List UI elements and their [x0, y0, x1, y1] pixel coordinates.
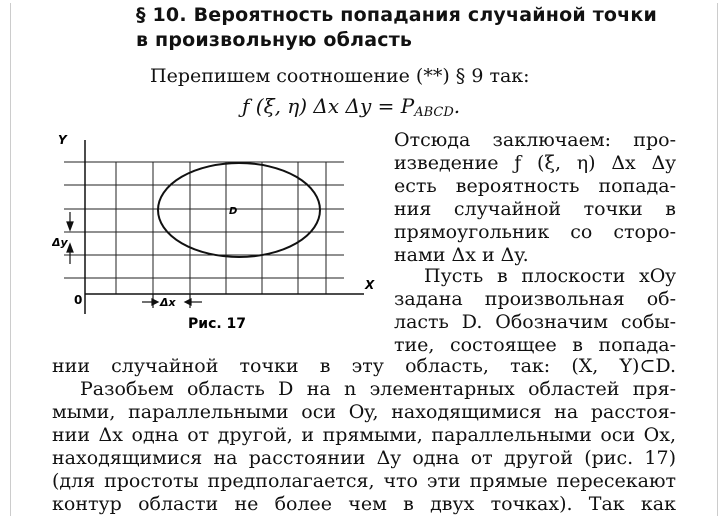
right-line-3: есть вероятность попада-: [394, 175, 676, 197]
body-line-6: (для простоты предполагается, что эти прямые пересекают: [52, 470, 676, 492]
body-line-5: находящимися на расстоянии Δy одна от другой (рис. 17): [52, 447, 676, 469]
figure-grid: [64, 162, 344, 294]
section-heading-line2: в произвольную область: [136, 29, 413, 51]
right-line-7: Пусть в плоскости xOy: [424, 265, 676, 287]
section-heading-line1: § 10. Вероятность попадания случайной точки: [136, 4, 658, 26]
body-line-1: нии случайной точки в эту область, так: (X, Y)⊂D.: [52, 355, 676, 377]
right-line-2: изведение ƒ (ξ, η) Δx Δy: [394, 152, 676, 174]
origin-label: 0: [74, 293, 83, 307]
axis-y-label: Y: [58, 133, 67, 147]
right-line-5: прямоугольник со сторо-: [394, 221, 676, 243]
right-line-10: тие, состоящее в попада-: [394, 334, 676, 356]
dy-marker: [67, 212, 73, 264]
figure-17: [52, 132, 382, 337]
right-line-4: ния случайной точки в: [394, 198, 676, 220]
axis-x-label: X: [365, 278, 375, 292]
right-line-6: нами Δx и Δy.: [394, 244, 529, 266]
body-line-7: контур области не более чем в двух точках). Так как: [52, 493, 676, 515]
dx-label: Δx: [160, 296, 176, 309]
right-line-1: Отсюда заключаем: про-: [394, 129, 676, 151]
figure-caption: Рис. 17: [188, 316, 247, 332]
dy-label: Δy: [52, 236, 68, 249]
body-line-4: нии Δx одна от другой, и прямыми, параллельными оси Ox,: [52, 424, 676, 446]
formula-end: .: [453, 94, 461, 118]
region-label: D: [229, 206, 238, 217]
body-line-2: Разобьем область D на n элементарных областей пря-: [80, 378, 676, 400]
formula-subscript: ABCD: [414, 105, 454, 120]
right-line-8: задана произвольная об-: [394, 288, 676, 310]
intro-text: Перепишем соотношение (**) § 9 так:: [150, 65, 530, 87]
formula: [242, 94, 460, 120]
region-contour: [158, 163, 320, 257]
body-line-3: мыми, параллельными оси Oy, находящимися на расстоя-: [52, 401, 676, 423]
right-line-9: ласть D. Обозначим собы-: [394, 311, 676, 333]
formula-main: ƒ (ξ, η) Δx Δy = P: [242, 94, 415, 118]
